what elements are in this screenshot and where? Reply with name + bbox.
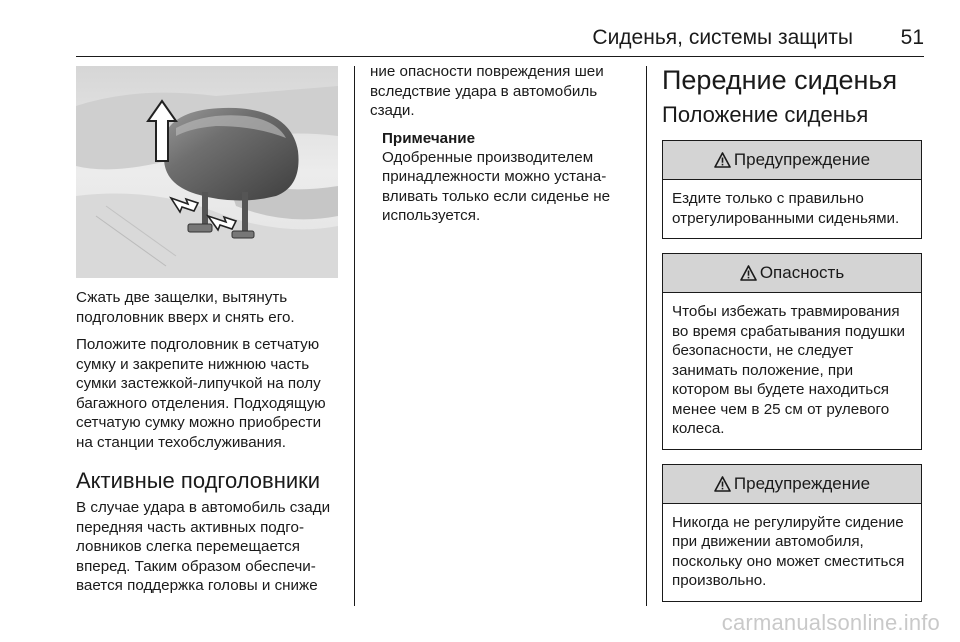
active-headrests-text: В случае удара в автомобиль сзади передняя часть активных подголовников слегка перемещается вперед. Таким образом обеспечивается поддержка головы и сниже [76, 499, 331, 594]
warning-box-header [663, 141, 921, 180]
continued-text: ние опасности повреждения шеи вследствие удара в автомобиль сзади. [370, 63, 604, 119]
page-number: 51 [900, 26, 924, 49]
warning-box-title: Предупреждение [733, 473, 871, 493]
column-2 [370, 62, 632, 226]
warning-triangle-icon [714, 152, 731, 168]
warning-box-2 [662, 464, 922, 602]
danger-box [662, 253, 922, 450]
warning-triangle-icon [714, 476, 731, 492]
headrest-illustration-svg [76, 66, 338, 278]
section-heading-active-headrests: Активные подголовники [76, 468, 321, 493]
main-heading-front-seats: Передние сиденья [662, 65, 898, 95]
warning-box-header [663, 465, 921, 504]
danger-box-text: Чтобы избежать травмирования во время срабатывания подушки безопасности, не следует занимать положение, при котором вы будете находиться менее чем в 25 см от рулевого колеса. [672, 303, 905, 437]
storage-instructions: Положите подголовник в сетчатую сумку и закрепите нижнюю часть сумки застежкой-липучкой на полу багажного отделения. Подходящую сетчатую сумку можно приобрести на станции техобслуживания. [76, 336, 326, 451]
illustration-caption: Сжать две защелки, вытянуть подголовник вверх и снять его. [76, 289, 295, 326]
note-title: Примечание [382, 129, 476, 147]
warning-triangle-icon [740, 265, 757, 281]
column-1 [76, 288, 342, 604]
headrest-removal-illustration [76, 66, 338, 278]
warning-box-title: Предупреждение [733, 150, 871, 169]
note-block [382, 129, 632, 226]
column-separator-1 [354, 66, 355, 606]
column-3 [662, 64, 924, 616]
danger-box-title: Опасность [759, 263, 845, 282]
note-text: Одобренные производителем принадлежности можно устанавливать только если сиденье не используется. [382, 148, 611, 224]
watermark[interactable]: carmanualsonline.info [721, 610, 940, 635]
column-separator-2 [646, 66, 647, 606]
danger-box-header [663, 254, 921, 293]
header-rule [76, 56, 924, 57]
subheading-seat-position: Положение сиденья [662, 102, 869, 127]
warning-box-text: Ездите только с правильно отрегулированными сиденьями. [672, 190, 900, 227]
page-header-title: Сиденья, системы защиты [592, 26, 853, 49]
warning-box-text: Никогда не регулируйте сидение при движении автомобиля, поскольку оно может сместиться произвольно. [672, 513, 905, 589]
warning-box-1 [662, 140, 922, 239]
